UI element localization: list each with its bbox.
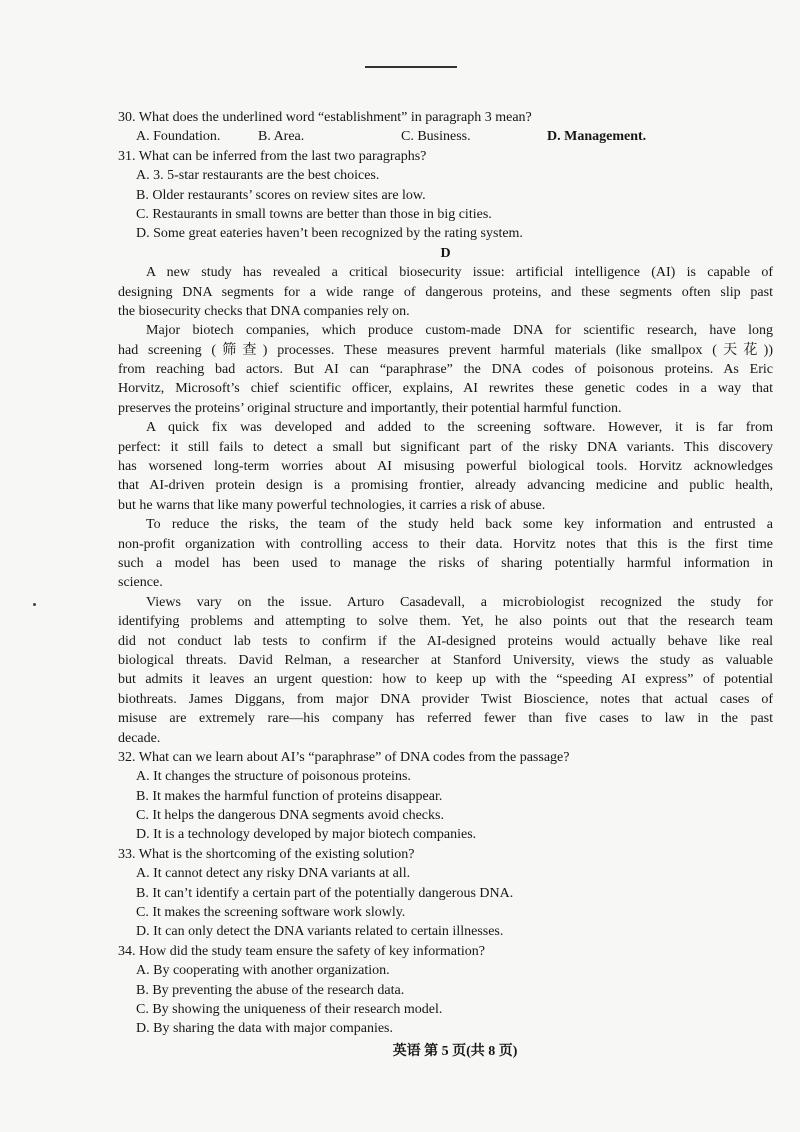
answer-option: C. It makes the screening software work slowly.	[136, 905, 406, 921]
paragraph-line: the biosecurity checks that DNA companies rely on.	[118, 303, 410, 319]
answer-option: D. Some great eateries haven’t been recognized by the rating system.	[136, 226, 523, 242]
paragraph-line: did not conduct lab tests to confirm if the AI-designed proteins would actually behave like real	[118, 633, 773, 649]
paragraph-line: A quick fix was developed and added to the screening software. However, it is far from	[146, 420, 773, 436]
paragraph-line: biothreats. James Diggans, from major DNA provider Twist Bioscience, notes that actual cases of	[118, 691, 773, 707]
paragraph-line: non-profit organization with controlling access to their data. Horvitz notes that this is the first time	[118, 536, 773, 552]
answer-option: B. Older restaurants’ scores on review sites are low.	[136, 187, 426, 203]
paragraph	[118, 515, 773, 593]
answer-option: C. By showing the uniqueness of their research model.	[136, 1001, 443, 1017]
option-c: C. Business.	[401, 129, 471, 145]
question-text: 31. What can be inferred from the last two paragraphs?	[118, 148, 427, 164]
question-text: 32. What can we learn about AI’s “paraphrase” of DNA codes from the passage?	[118, 749, 570, 765]
paragraph-line: but he warns that like many powerful technologies, it carries a risk of abuse.	[118, 497, 546, 513]
paragraph	[118, 418, 773, 515]
option-d: D. Management.	[547, 129, 647, 145]
exam-page-content	[118, 108, 773, 1039]
answer-option: C. Restaurants in small towns are better than those in big cities.	[136, 206, 492, 222]
paragraph-line: identifying problems and attempting to solve them. Yet, he also points out that the research team	[118, 614, 773, 630]
paragraph-line: has worsened long-term worries about AI misusing powerful biological tools. Horvitz acknowledges	[118, 459, 773, 475]
paragraph-line: such a model has been used to manage the risks of sharing potentially harmful information in	[118, 555, 773, 571]
scan-speck	[33, 603, 36, 606]
question-30-options	[118, 127, 773, 146]
passage	[118, 263, 773, 748]
paragraph-line: that AI-driven protein design is a promising frontier, already advancing medicine and public health,	[118, 478, 773, 494]
questions	[118, 748, 773, 1039]
paragraph-line: decade.	[118, 730, 161, 746]
question-33	[118, 845, 773, 942]
paragraph	[118, 263, 773, 321]
paragraph-line: had screening (筛查) processes. These measures prevent harmful materials (like smallpox (天花))	[118, 342, 773, 358]
paragraph-line: Major biotech companies, which produce custom-made DNA for scientific research, have long	[146, 323, 773, 339]
paragraph-line: from reaching bad actors. But AI can “paraphrase” the DNA codes of poisonous proteins. As Eric	[118, 362, 773, 378]
paragraph-line: preserves the proteins’ original structure and importantly, their potential harmful function.	[118, 400, 622, 416]
question-34	[118, 942, 773, 1039]
paragraph-line: Horvitz, Microsoft’s chief scientific officer, explains, AI rewrites these genetic codes in a way that	[118, 381, 773, 397]
question-30: 30. What does the underlined word “establishment” in paragraph 3 mean?	[118, 110, 532, 125]
paragraph-line: perfect: it still fails to detect a small but significant part of the risky DNA variants. This discovery	[118, 439, 773, 455]
answer-option: D. By sharing the data with major companies.	[136, 1021, 393, 1037]
question-32	[118, 748, 773, 845]
question-text: 34. How did the study team ensure the safety of key information?	[118, 943, 486, 959]
answer-option: A. By cooperating with another organization.	[136, 963, 390, 979]
answer-option: A. 3. 5-star restaurants are the best choices.	[136, 168, 380, 184]
paragraph-line: biological threats. David Relman, a researcher at Stanford University, views the study as valuable	[118, 652, 773, 668]
answer-option: C. It helps the dangerous DNA segments avoid checks.	[136, 808, 444, 824]
option-a: A. Foundation.	[136, 129, 221, 145]
page-footer: 英语 第 5 页(共 8 页)	[392, 1044, 518, 1059]
header-rule	[365, 66, 457, 68]
answer-option: B. It can’t identify a certain part of the potentially dangerous DNA.	[136, 885, 514, 901]
paragraph-line: Views vary on the issue. Arturo Casadevall, a microbiologist recognized the study for	[146, 594, 773, 610]
answer-option: A. It changes the structure of poisonous proteins.	[136, 769, 411, 785]
paragraph	[118, 321, 773, 418]
paragraph-line: science.	[118, 575, 163, 591]
paragraph-line: misuse are extremely rare—his company has referred fewer than five cases to law in the past	[118, 711, 773, 727]
answer-option: D. It is a technology developed by major biotech companies.	[136, 827, 477, 843]
answer-option: A. It cannot detect any risky DNA variants at all.	[136, 866, 411, 882]
paragraph-line: designing DNA segments for a wide range of dangerous proteins, and these segments often slip past	[118, 284, 773, 300]
question-text: 33. What is the shortcoming of the existing solution?	[118, 846, 415, 862]
answer-option: D. It can only detect the DNA variants related to certain illnesses.	[136, 924, 504, 940]
answer-option: B. It makes the harmful function of proteins disappear.	[136, 788, 443, 804]
paragraph-line: To reduce the risks, the team of the study held back some key information and entrusted a	[146, 517, 773, 533]
paragraph-line: A new study has revealed a critical biosecurity issue: artificial intelligence (AI) is capable of	[146, 265, 773, 281]
paragraph-line: but admits it leaves an urgent question: how to keep up with the “speeding AI express” of potential	[118, 672, 773, 688]
paragraph	[118, 593, 773, 748]
option-b: B. Area.	[258, 129, 305, 145]
section-label: D	[440, 245, 451, 261]
answer-option: B. By preventing the abuse of the research data.	[136, 982, 405, 998]
question-31	[118, 147, 773, 244]
